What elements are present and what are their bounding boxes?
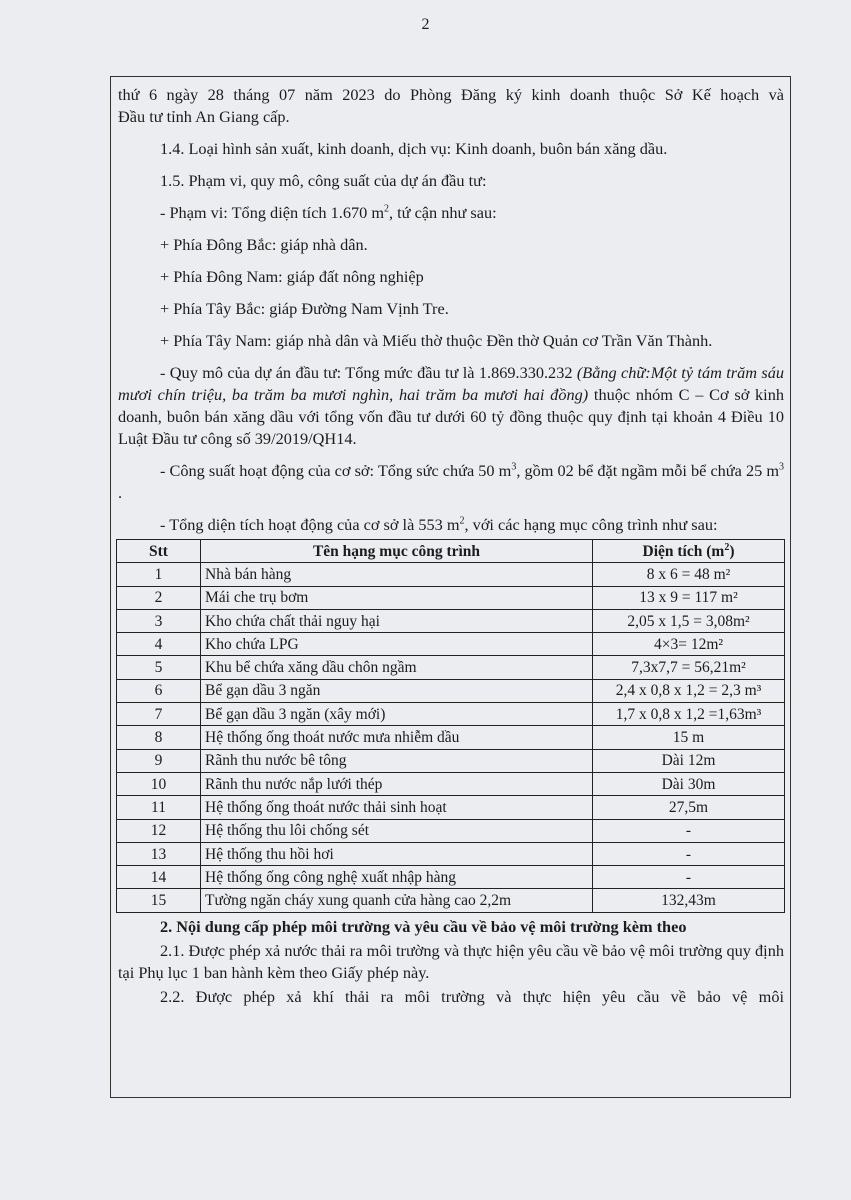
pham-vi-text-end: , tứ cận như sau: (389, 203, 497, 222)
cell-area: 2,4 x 0,8 x 1,2 = 2,3 m³ (593, 679, 785, 702)
cell-area: 4×3= 12m² (593, 633, 785, 656)
tong-dien-tich-superscript: 2 (459, 515, 465, 527)
cell-stt: 14 (117, 866, 201, 889)
quy-mo-amount-in-words: (Bằng chữ:Một tỷ tám trăm sáu mươi chín triệu, ba trăm ba mươi nghìn, hai trăm ba mươi hai đồng) (118, 363, 784, 404)
table-header-row (117, 540, 785, 563)
table-row (117, 796, 785, 819)
table-row (117, 703, 785, 726)
table-row (117, 679, 785, 702)
boundary-northeast: + Phía Đông Bắc: giáp nhà dân. (160, 235, 368, 254)
cell-item-name: Mái che trụ bơm (201, 586, 593, 609)
table-body (117, 563, 785, 912)
document-body (118, 84, 784, 1008)
pham-vi-superscript: 2 (384, 203, 390, 215)
pham-vi-text: - Phạm vi: Tổng diện tích 1.670 m (160, 203, 385, 222)
cell-item-name: Nhà bán hàng (201, 563, 593, 586)
cell-stt: 12 (117, 819, 201, 842)
cell-stt: 15 (117, 889, 201, 912)
table-row (117, 866, 785, 889)
cell-area: 15 m (593, 726, 785, 749)
cell-item-name: Bể gạn dầu 3 ngăn (xây mới) (201, 703, 593, 726)
cell-area: 13 x 9 = 117 m² (593, 586, 785, 609)
tong-dien-tich-text: - Tổng diện tích hoạt động của cơ sở là 553 m (160, 515, 460, 534)
table-row (117, 819, 785, 842)
cell-stt: 4 (117, 633, 201, 656)
paragraph-continuation-end (118, 106, 784, 128)
continuation-line-1: thứ 6 ngày 28 tháng 07 năm 2023 do Phòng Đăng ký kinh doanh thuộc Sở Kế hoạch và (118, 85, 784, 104)
section-2-2: 2.2. Được phép xả khí thải ra môi trường và thực hiện yêu cầu về bảo vệ môi (160, 986, 784, 1006)
cell-area: - (593, 819, 785, 842)
table-row (117, 726, 785, 749)
continuation-line-2: Đầu tư tỉnh An Giang cấp. (118, 107, 290, 126)
cell-item-name: Khu bể chứa xăng dầu chôn ngầm (201, 656, 593, 679)
cong-suat-text: - Công suất hoạt động của cơ sở: Tổng sức chứa 50 m (160, 461, 512, 480)
quy-mo-text: - Quy mô của dự án đầu tư: Tổng mức đầu tư là 1.869.330.232 (160, 363, 577, 382)
cell-area: 27,5m (593, 796, 785, 819)
paragraph-continuation (118, 84, 784, 106)
cell-item-name: Hệ thống thu lôi chống sét (201, 819, 593, 842)
table-row (117, 889, 785, 912)
cell-area: 132,43m (593, 889, 785, 912)
quy-mo-text-end: thuộc nhóm C – Cơ sở kinh doanh, buôn bán xăng dầu với tổng vốn đầu tư dưới 60 tỷ đồng thuộc quy định tại khoản 4 Điều 10 Luật Đầu tư công số 39/2019/QH14. (118, 385, 784, 448)
tong-dien-tich-text-end: , với các hạng mục công trình như sau: (464, 515, 718, 534)
cell-item-name: Kho chứa LPG (201, 633, 593, 656)
header-area (593, 540, 785, 563)
header-area-text: Diện tích (m (642, 542, 725, 560)
cell-item-name: Hệ thống ống công nghệ xuất nhập hàng (201, 866, 593, 889)
construction-items-table (116, 539, 785, 913)
cell-item-name: Rãnh thu nước nắp lưới thép (201, 772, 593, 795)
cell-stt: 13 (117, 842, 201, 865)
cell-area: 7,3x7,7 = 56,21m² (593, 656, 785, 679)
section-1-5: 1.5. Phạm vi, quy mô, công suất của dự án đầu tư: (160, 171, 487, 190)
cell-stt: 1 (117, 563, 201, 586)
cell-item-name: Hệ thống thu hồi hơi (201, 842, 593, 865)
table-row (117, 633, 785, 656)
cell-area: 2,05 x 1,5 = 3,08m² (593, 609, 785, 632)
cell-stt: 5 (117, 656, 201, 679)
header-item-name: Tên hạng mục công trình (201, 540, 593, 563)
quy-mo-paragraph (118, 362, 784, 450)
boundary-northwest: + Phía Tây Bắc: giáp Đường Nam Vịnh Tre. (160, 299, 449, 318)
cong-suat-text-end: . (118, 483, 123, 502)
header-area-superscript: 2 (724, 541, 730, 553)
cong-suat-text-mid: , gồm 02 bể đặt ngầm mỗi bể chứa 25 m (516, 461, 779, 480)
pham-vi-paragraph (118, 202, 784, 224)
cong-suat-paragraph (118, 460, 784, 504)
page-number: 2 (421, 16, 430, 33)
cell-area: Dài 12m (593, 749, 785, 772)
cell-stt: 6 (117, 679, 201, 702)
section-1-4: 1.4. Loại hình sản xuất, kinh doanh, dịch vụ: Kinh doanh, buôn bán xăng dầu. (160, 139, 668, 158)
cell-item-name: Kho chứa chất thải nguy hại (201, 609, 593, 632)
table-row (117, 749, 785, 772)
table-row (117, 609, 785, 632)
cell-stt: 3 (117, 609, 201, 632)
header-stt: Stt (117, 540, 201, 563)
cell-item-name: Tường ngăn cháy xung quanh cửa hàng cao 2,2m (201, 889, 593, 912)
header-area-close: ) (729, 542, 735, 560)
cong-suat-superscript-2: 3 (779, 461, 784, 473)
cell-area: 8 x 6 = 48 m² (593, 563, 785, 586)
cell-area: - (593, 866, 785, 889)
cell-item-name: Hệ thống ống thoát nước mưa nhiễm dầu (201, 726, 593, 749)
cell-stt: 2 (117, 586, 201, 609)
section-2-1: 2.1. Được phép xả nước thải ra môi trường và thực hiện yêu cầu về bảo vệ môi trường quy định tại Phụ lục 1 ban hành kèm theo Giấy phép này. (118, 940, 784, 982)
section-2-heading: 2. Nội dung cấp phép môi trường và yêu cầu về bảo vệ môi trường kèm theo (160, 916, 687, 936)
boundary-southeast: + Phía Đông Nam: giáp đất nông nghiệp (160, 267, 424, 286)
cell-stt: 10 (117, 772, 201, 795)
cell-item-name: Bể gạn dầu 3 ngăn (201, 679, 593, 702)
cell-area: - (593, 842, 785, 865)
cong-suat-superscript-1: 3 (511, 461, 517, 473)
cell-stt: 8 (117, 726, 201, 749)
boundary-southwest: + Phía Tây Nam: giáp nhà dân và Miếu thờ thuộc Đền thờ Quản cơ Trần Văn Thành. (160, 331, 713, 350)
tong-dien-tich-paragraph (118, 514, 784, 536)
cell-stt: 7 (117, 703, 201, 726)
cell-area: 1,7 x 0,8 x 1,2 =1,63m³ (593, 703, 785, 726)
table-row (117, 842, 785, 865)
cell-stt: 11 (117, 796, 201, 819)
cell-item-name: Hệ thống ống thoát nước thải sinh hoạt (201, 796, 593, 819)
table-row (117, 586, 785, 609)
table-row (117, 656, 785, 679)
cell-stt: 9 (117, 749, 201, 772)
table-row (117, 772, 785, 795)
cell-item-name: Rãnh thu nước bê tông (201, 749, 593, 772)
table-row (117, 563, 785, 586)
cell-area: Dài 30m (593, 772, 785, 795)
